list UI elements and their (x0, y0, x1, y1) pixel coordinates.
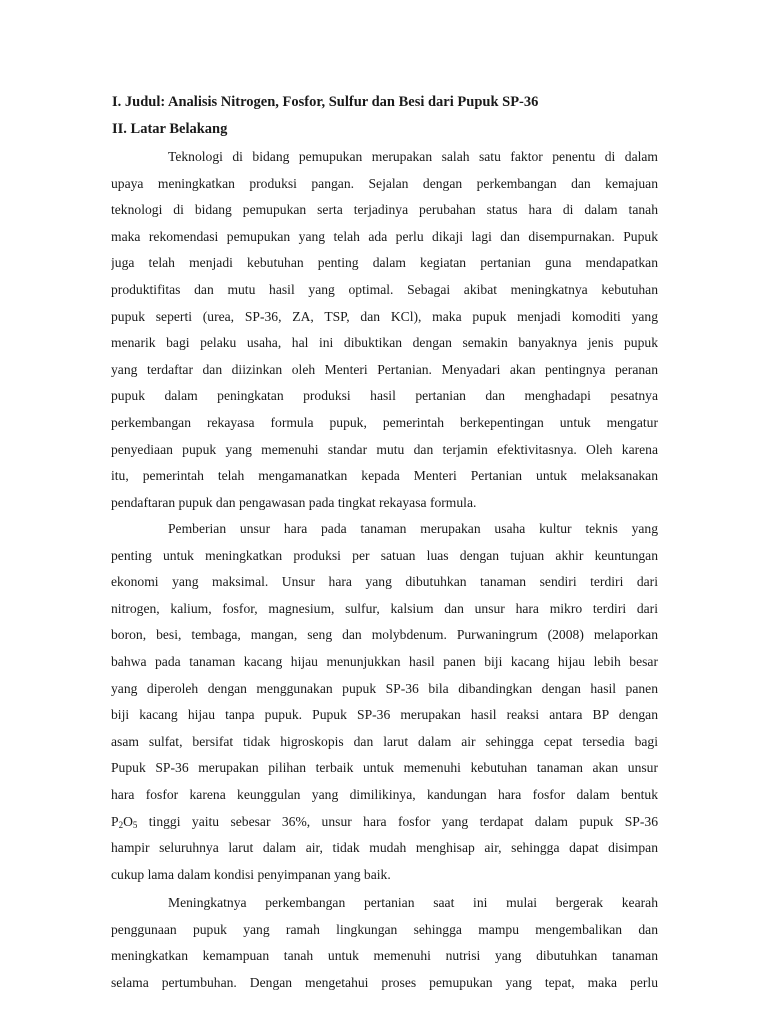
text-line: nitrogen, kalium, fosfor, magnesium, sulfur, kalsium dan unsur hara mikro terdiri dari (111, 600, 658, 616)
text-line: bahwa pada tanaman kacang hijau menunjukkan hasil panen biji kacang hijau lebih besar (111, 653, 658, 669)
text-line: hampir seluruhnya larut dalam air, tidak mudah menghisap air, sehingga dapat disimpan (111, 840, 658, 856)
paragraph (111, 144, 658, 516)
text-line: selama pertumbuhan. Dengan mengetahui proses pemupukan yang tepat, maka perlu (111, 974, 658, 990)
text-line: pupuk seperti (urea, SP-36, ZA, TSP, dan KCl), maka pupuk menjadi komoditi yang (111, 308, 658, 324)
text-line: Pemberian unsur hara pada tanaman merupakan usaha kultur teknis yang (168, 521, 658, 536)
text-line: itu, pemerintah telah mengamanatkan kepada Menteri Pertanian untuk melaksanakan (111, 468, 658, 484)
text-line: biji kacang hijau tanpa pupuk. Pupuk SP-36 merupakan hasil reaksi antara BP dengan (111, 707, 658, 723)
text-line: meningkatkan kemampuan tanah untuk memenuhi nutrisi yang dibutuhkan tanaman (111, 948, 658, 964)
text-line: penggunaan pupuk yang ramah lingkungan sehingga mampu mengembalikan dan (111, 921, 658, 937)
text-line: Pupuk SP-36 merupakan pilihan terbaik untuk memenuhi kebutuhan tanaman akan unsur (111, 760, 658, 776)
text-line: upaya meningkatkan produksi pangan. Sejalan dengan perkembangan dan kemajuan (111, 175, 658, 191)
text-line: maka rekomendasi pemupukan yang telah ada perlu dikaji lagi dan disempurnakan. Pupuk (111, 228, 658, 244)
text-line: produktifitas dan mutu hasil yang optimal. Sebagai akibat meningkatnya kebutuhan (111, 281, 658, 297)
text-line: Teknologi di bidang pemupukan merupakan salah satu faktor penentu di dalam (168, 149, 658, 164)
text-line: ekonomi yang maksimal. Unsur hara yang dibutuhkan tanaman sendiri terdiri dari (111, 574, 658, 590)
text-line: yang terdaftar dan diizinkan oleh Menteri Pertanian. Menyadari akan pentingnya peranan (111, 361, 658, 377)
text-line: yang diperoleh dengan menggunakan pupuk SP-36 bila dibandingkan dengan hasil panen (111, 680, 658, 696)
text-line: hara fosfor karena keunggulan yang dimilikinya, kandungan hara fosfor dalam bentuk (111, 786, 658, 802)
text-line: asam sulfat, bersifat tidak higroskopis dan larut dalam air sehingga cepat tersedia bagi (111, 733, 658, 749)
paragraph (111, 516, 658, 888)
text-line: teknologi di bidang pemupukan serta terjadinya perubahan status hara di dalam tanah (111, 202, 658, 218)
text-line: $P_2O_5$ tinggi yaitu sebesar 36%, unsur hara fosfor yang terdapat dalam pupuk SP-36 (111, 813, 658, 830)
text-line: penyediaan pupuk yang memenuhi standar mutu dan terjamin efektivitasnya. Oleh karena (111, 441, 658, 457)
text-line: Meningkatnya perkembangan pertanian saat ini mulai bergerak kearah (168, 895, 658, 910)
text-line: pupuk dalam peningkatan produksi hasil pertanian dan menghadapi pesatnya (111, 388, 658, 404)
text-line: cukup lama dalam kondisi penyimpanan yang baik. (111, 866, 391, 882)
paragraph (111, 890, 658, 996)
section-heading: II. Latar Belakang (112, 121, 228, 137)
text-line: juga telah menjadi kebutuhan penting dalam kegiatan pertanian guna mendapatkan (111, 255, 658, 271)
text-line: pendaftaran pupuk dan pengawasan pada tingkat rekayasa formula. (111, 494, 477, 510)
chemical-formula: $P_2O_5$ (111, 813, 138, 830)
title-heading: I. Judul: Analisis Nitrogen, Fosfor, Sulfur dan Besi dari Pupuk SP-36 (112, 94, 539, 110)
text-line: perkembangan rekayasa formula pupuk, pemerintah berkepentingan untuk mengatur (111, 414, 658, 430)
text-line: boron, besi, tembaga, mangan, seng dan molybdenum. Purwaningrum (2008) melaporkan (111, 627, 658, 643)
text-line: menarik bagi pelaku usaha, hal ini dibuktikan dengan semakin banyaknya jenis pupuk (111, 335, 658, 351)
text-line: penting untuk meningkatkan produksi per satuan luas dengan tujuan akhir keuntungan (111, 547, 658, 563)
